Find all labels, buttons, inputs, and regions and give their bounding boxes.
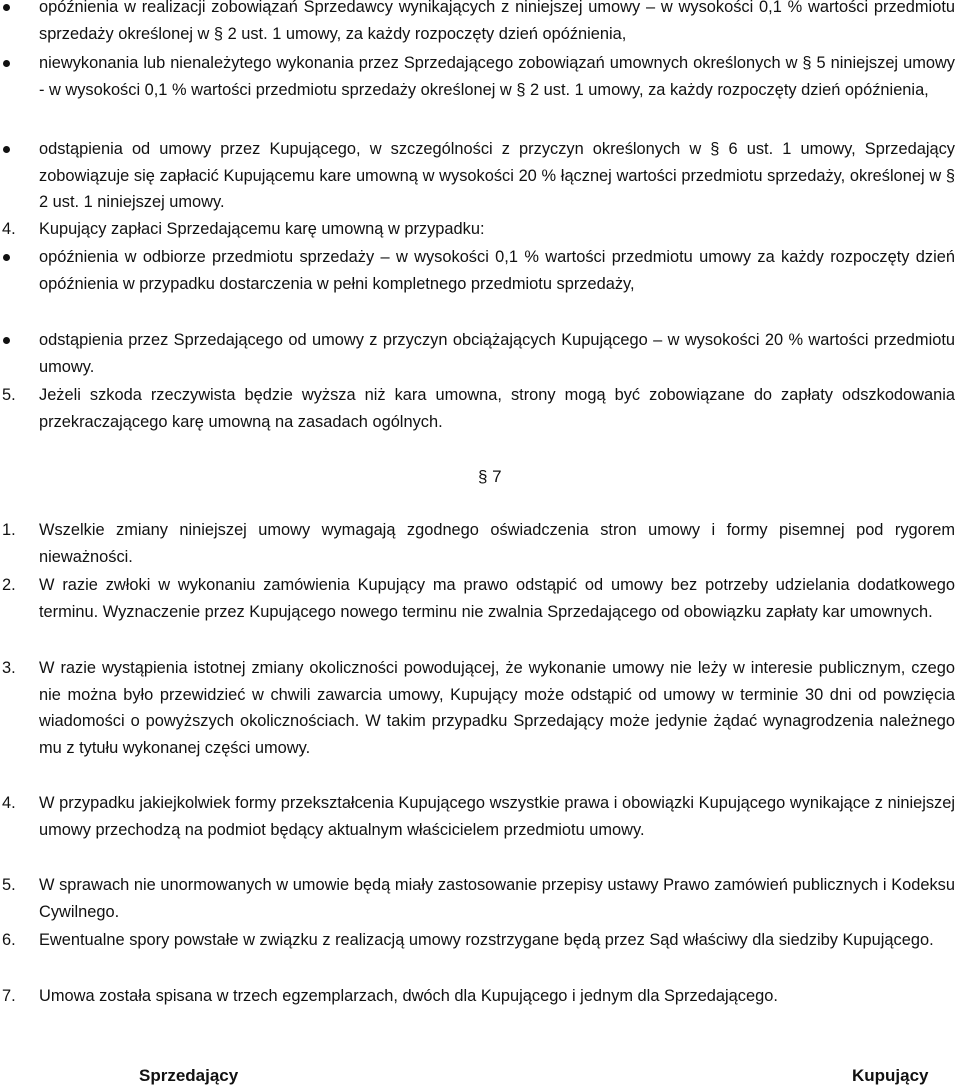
paragraph-text: opóźnienia w odbiorze przedmiotu sprzedaży – w wysokości 0,1 % wartości przedmiotu umowy za każdy rozpoczęty dzień opóźnienia w przypadku dostarczenia w pełni kompletnego przedmiotu sprzedaży, <box>39 248 955 293</box>
bullet-marker <box>3 337 10 344</box>
seller-signature-label: Sprzedający <box>139 1066 239 1085</box>
bullet-marker <box>3 254 10 261</box>
bullet-marker <box>3 4 10 11</box>
paragraph-text: W razie wystąpienia istotnej zmiany okoliczności powodującej, że wykonanie umowy nie leży w interesie publicznym, czego nie można było przewidzieć w chwili zawarcia umowy, Kupujący może odstąpić od umowy w terminie 30 dni od powzięcia wiadomości o powyższych okolicznościach. W takim przypadku Sprzedający może jedynie żądać wynagrodzenia należnego mu z tytułu wykonanej części umowy. <box>39 659 955 757</box>
item-number: 6. <box>2 931 16 949</box>
section7-item-6 <box>0 927 955 954</box>
buyer-signature-label: Kupujący <box>852 1066 929 1085</box>
item-number: 1. <box>2 521 16 539</box>
buyer-penalty-bullet-delay <box>0 244 955 297</box>
item-number: 2. <box>2 576 16 594</box>
bullet-marker <box>3 146 10 153</box>
paragraph-text: Jeżeli szkoda rzeczywista będzie wyższa niż kara umowna, strony mogą być zobowiązane do zapłaty odszkodowania przekraczającego karę umowną na zasadach ogólnych. <box>39 386 955 431</box>
point-4 <box>0 216 955 243</box>
section7-item-2 <box>0 572 955 625</box>
paragraph-text: opóźnienia w realizacji zobowiązań Sprzedawcy wynikających z niniejszej umowy – w wysokości 0,1 % wartości przedmiotu sprzedaży określonej w § 2 ust. 1 umowy, za każdy rozpoczęty dzień opóźnienia, <box>39 0 955 43</box>
section7-item-1 <box>0 517 955 570</box>
item-number: 3. <box>2 659 16 677</box>
section7-item-5 <box>0 872 955 925</box>
paragraph-text: Umowa została spisana w trzech egzemplarzach, dwóch dla Kupującego i jednym dla Sprzedającego. <box>39 987 778 1005</box>
paragraph-text: W razie zwłoki w wykonaniu zamówienia Kupujący ma prawo odstąpić od umowy bez potrzeby udzielania dodatkowego terminu. Wyznaczenie przez Kupującego nowego terminu nie zwalnia Sprzedającego od obowiązku zapłaty kar umownych. <box>39 576 955 621</box>
point-number: 4. <box>2 220 16 238</box>
paragraph-text: odstąpienia od umowy przez Kupującego, w szczególności z przyczyn określonych w § 6 ust. 1 umowy, Sprzedający zobowiązuje się zapłacić Kupującemu kare umowną w wysokości 20 % łącznej wartości przedmiotu sprzedaży, określonej w § 2 ust. 1 niniejszej umowy. <box>39 140 955 211</box>
paragraph-text: odstąpienia przez Sprzedającego od umowy z przyczyn obciążających Kupującego – w wysokości 20 % wartości przedmiotu umowy. <box>39 331 955 376</box>
paragraph-text: niewykonania lub nienależytego wykonania przez Sprzedającego zobowiązań umownych określonych w § 5 niniejszej umowy - w wysokości 0,1 % wartości przedmiotu sprzedaży określonej w § 2 ust. 1 umowy, za każdy rozpoczęty dzień opóźnienia, <box>39 54 955 99</box>
item-number: 5. <box>2 876 16 894</box>
paragraph-text: Kupujący zapłaci Sprzedającemu karę umowną w przypadku: <box>39 220 485 238</box>
item-number: 4. <box>2 794 16 812</box>
section7-item-3 <box>0 655 955 761</box>
paragraph-text: W sprawach nie unormowanych w umowie będą miały zastosowanie przepisy ustawy Prawo zamówień publicznych i Kodeksu Cywilnego. <box>39 876 955 921</box>
buyer-penalty-bullet-withdrawal <box>0 327 955 380</box>
penalty-bullet-withdrawal <box>0 136 955 216</box>
paragraph-text: Wszelkie zmiany niniejszej umowy wymagają zgodnego oświadczenia stron umowy i formy pisemnej pod rygorem nieważności. <box>39 521 955 566</box>
section7-item-4 <box>0 790 955 843</box>
point-5 <box>0 382 955 435</box>
bullet-marker <box>3 60 10 67</box>
section-heading: § 7 <box>478 467 502 486</box>
penalty-bullet-nonperformance <box>0 50 955 103</box>
point-number: 5. <box>2 386 16 404</box>
penalty-bullet-delay <box>0 0 955 47</box>
paragraph-text: Ewentualne spory powstałe w związku z realizacją umowy rozstrzygane będą przez Sąd właściwy dla siedziby Kupującego. <box>39 931 934 949</box>
item-number: 7. <box>2 987 16 1005</box>
paragraph-text: W przypadku jakiejkolwiek formy przekształcenia Kupującego wszystkie prawa i obowiązki Kupującego wynikające z niniejszej umowy przechodzą na podmiot będący aktualnym właścicielem przedmiotu umowy. <box>39 794 955 839</box>
section7-item-7 <box>0 983 955 1010</box>
